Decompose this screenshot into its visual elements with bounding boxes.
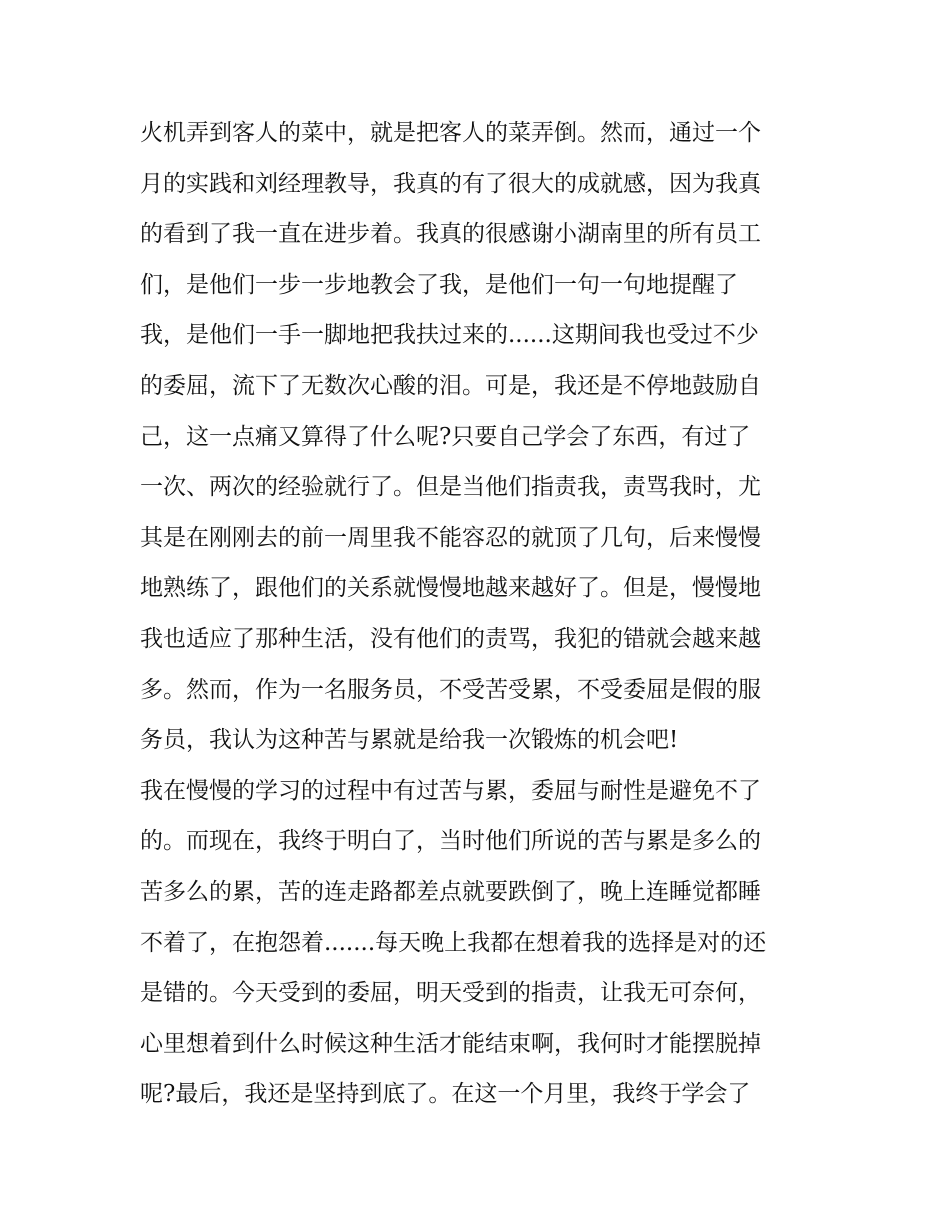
- text-line: 们，是他们一步一步地教会了我，是他们一句一句地提醒了: [140, 271, 738, 298]
- text-line: 的看到了我一直在进步着。我真的很感谢小湖南里的所有员工: [140, 221, 761, 248]
- text-line: 多。然而，作为一名服务员，不受苦受累，不受委屈是假的服: [140, 676, 761, 703]
- text-line: 是错的。今天受到的委屈，明天受到的指责，让我无可奈何，: [140, 980, 761, 1007]
- text-line: 月的实践和刘经理教导，我真的有了很大的成就感，因为我真: [140, 170, 761, 197]
- text-line: 己，这一点痛又算得了什么呢?只要自己学会了东西，有过了: [140, 423, 751, 450]
- text-line: 一次、两次的经验就行了。但是当他们指责我，责骂我时，尤: [140, 474, 761, 501]
- text-line: 其是在刚刚去的前一周里我不能容忍的就顶了几句，后来慢慢: [140, 524, 761, 551]
- text-line: 我在慢慢的学习的过程中有过苦与累，委屈与耐性是避免不了: [140, 777, 761, 804]
- text-line: 的。而现在，我终于明白了，当时他们所说的苦与累是多么的: [140, 828, 761, 855]
- text-line: 呢?最后，我还是坚持到底了。在这一个月里，我终于学会了: [140, 1081, 751, 1108]
- text-line: 心里想着到什么时候这种生活才能结束啊，我何时才能摆脱掉: [140, 1030, 761, 1057]
- text-line: 苦多么的累，苦的连走路都差点就要跌倒了，晚上连睡觉都睡: [140, 878, 761, 905]
- text-line: 火机弄到客人的菜中，就是把客人的菜弄倒。然而，通过一个: [140, 120, 761, 146]
- text-line: 务员，我认为这种苦与累就是给我一次锻炼的机会吧!: [140, 727, 679, 754]
- text-line: 地熟练了，跟他们的关系就慢慢地越来越好了。但是，慢慢地: [140, 575, 761, 602]
- text-line: 的委屈，流下了无数次心酸的泪。可是，我还是不停地鼓励自: [140, 372, 761, 399]
- text-line: 我，是他们一手一脚地把我扶过来的......这期间我也受过不少: [140, 322, 759, 349]
- body-text: [140, 108, 820, 1120]
- text-line: 我也适应了那种生活，没有他们的责骂，我犯的错就会越来越: [140, 625, 761, 652]
- text-line: 不着了，在抱怨着.......每天晚上我都在想着我的选择是对的还: [140, 929, 767, 956]
